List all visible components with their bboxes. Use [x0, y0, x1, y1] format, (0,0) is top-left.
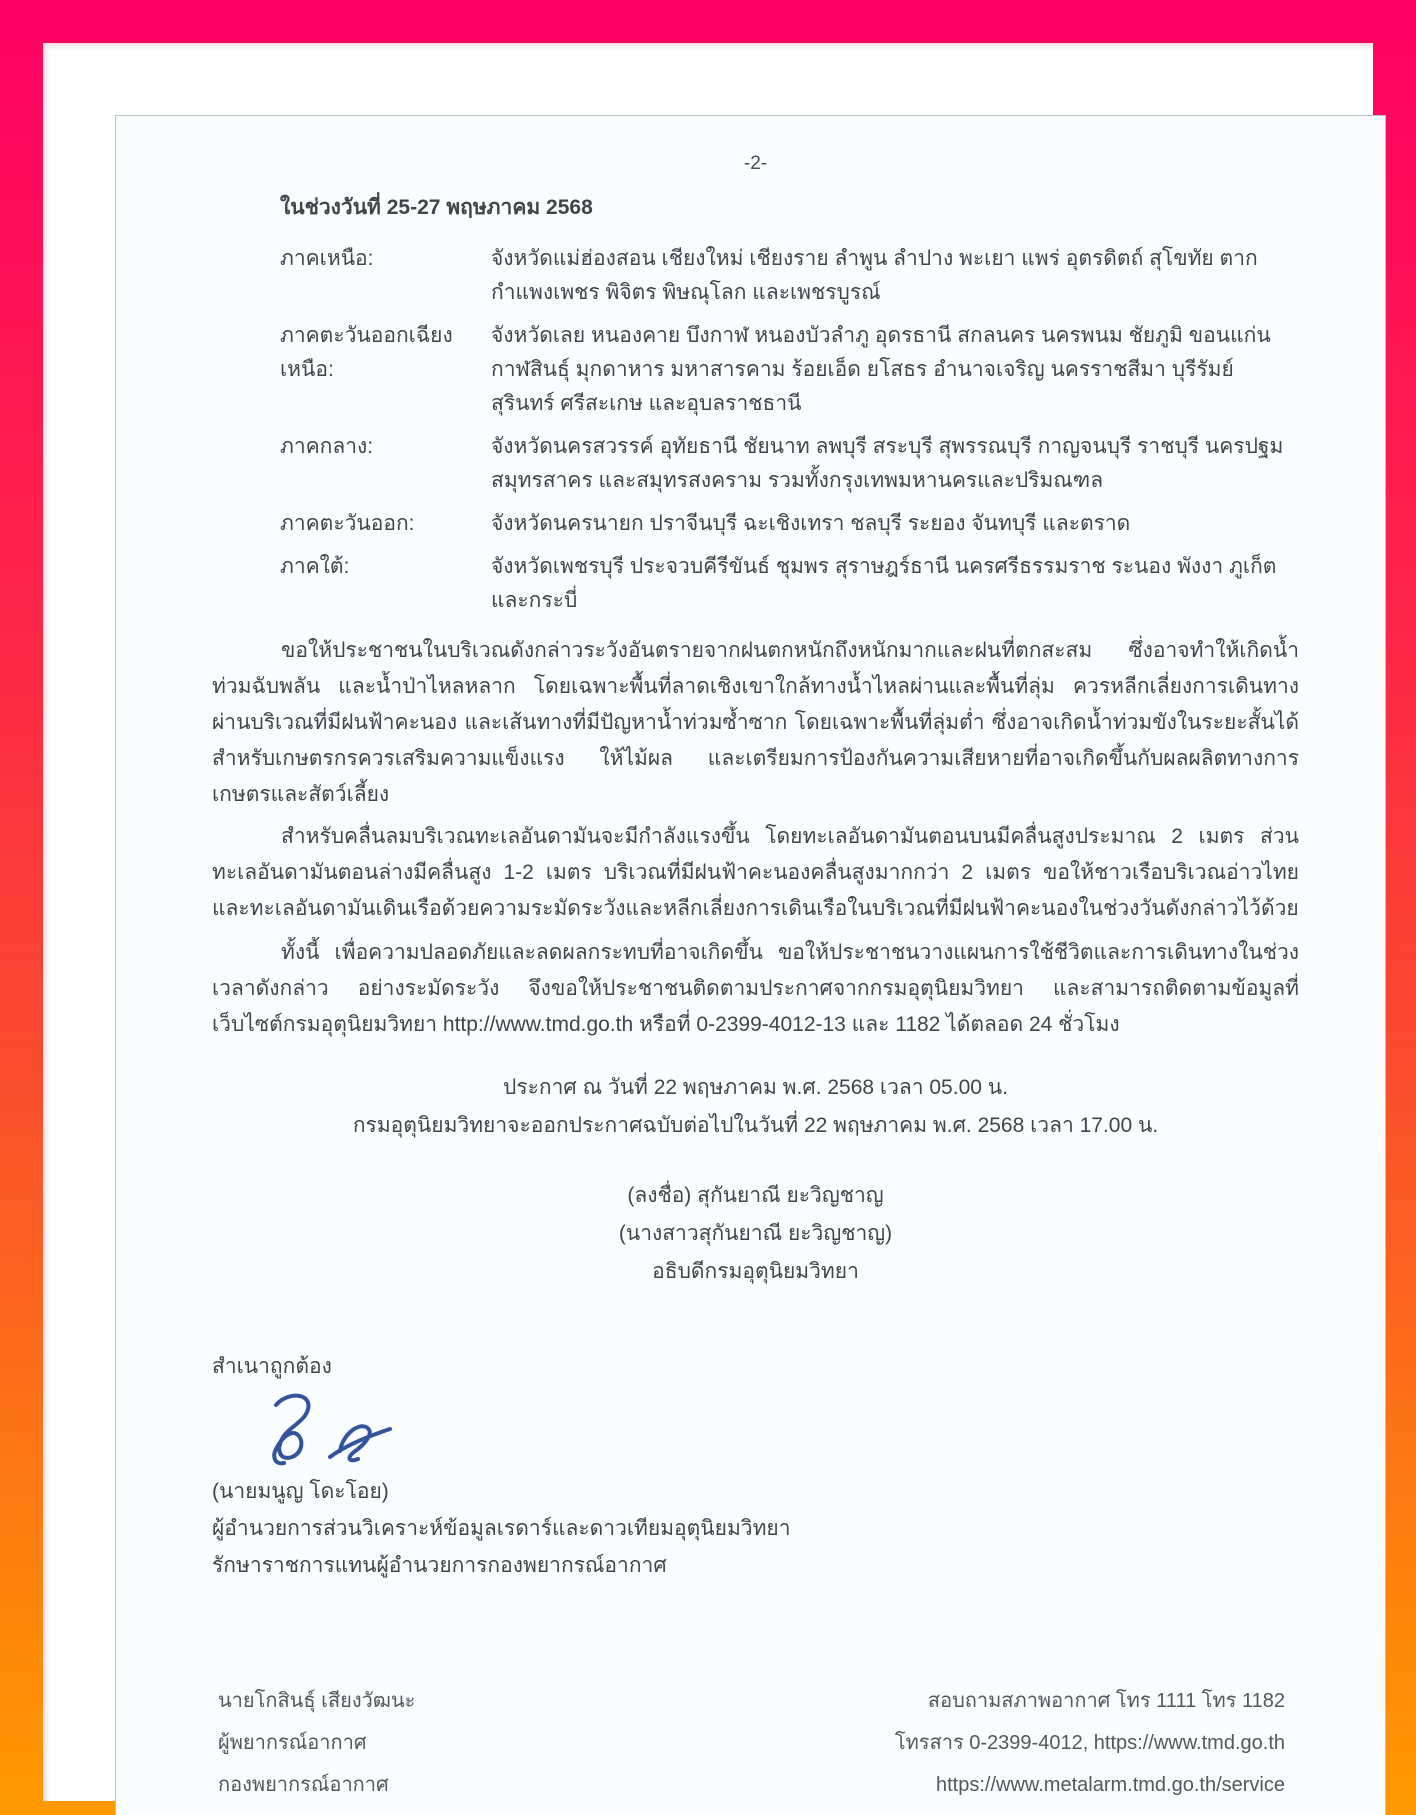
signer-title: อธิบดีกรมอุตุนิยมวิทยา: [652, 1260, 859, 1283]
certifier-title-2: รักษาราชการแทนผู้อำนวยการกองพยากรณ์อากาศ: [212, 1554, 667, 1577]
issued-at-line: ประกาศ ณ วันที่ 22 พฤษภาคม พ.ศ. 2568 เวลา 05.00 น.: [503, 1076, 1008, 1099]
certifier-name: (นายมนูญ โดะโอย): [212, 1480, 389, 1503]
page-footer: [212, 1680, 1299, 1806]
region-list: [212, 242, 1299, 618]
region-label: ภาคใต้:: [280, 555, 350, 578]
signer-name: (นางสาวสุกันยาณี ยะวิญชาญ): [618, 1222, 893, 1245]
footer-contact-block: [895, 1680, 1299, 1806]
region-provinces: จังหวัดเลย หนองคาย บึงกาฬ หนองบัวลำภู อุดรธานี สกลนคร นครพนม ชัยภูมิ ขอนแก่น กาฬสินธุ์ มุกดาหาร มหาสารคาม ร้อยเอ็ด ยโสธร อำนาจเจริญ นครราชสีมา บุรีรัมย์ สุรินทร์ ศรีสะเกษ และอุบลราชธานี: [491, 324, 1271, 415]
region-provinces: จังหวัดนครสวรรค์ อุทัยธานี ชัยนาท ลพบุรี สระบุรี สุพรรณบุรี กาญจนบุรี ราชบุรี นครปฐม สมุทรสาคร และสมุทรสงคราม รวมทั้งกรุงเทพมหานครและปริมณฑล: [491, 435, 1284, 492]
region-label: ภาคตะวันออกเฉียงเหนือ:: [280, 324, 453, 381]
handwritten-signature-icon: [242, 1389, 412, 1473]
region-row-northeast: [212, 319, 1299, 421]
warning-paragraph-advice: ทั้งนี้ เพื่อความปลอดภัยและลดผลกระทบที่อาจเกิดขึ้น ขอให้ประชาชนวางแผนการใช้ชีวิตและการเดินทางในช่วงเวลาดังกล่าว อย่างระมัดระวัง จึงขอให้ประชาชนติดตามประกาศจากกรมอุตุนิยมวิทยา และสามารถติดตามข้อมูลที่เว็บไซต์กรมอุตุนิยมวิทยา http://www.tmd.go.th หรือที่ 0-2399-4012-13 และ 1182 ได้ตลอด 24 ชั่วโมง: [212, 941, 1299, 1036]
announcement-dates: [212, 1069, 1299, 1145]
page-mat: [43, 43, 1373, 1801]
region-provinces: จังหวัดเพชรบุรี ประจวบคีรีขันธ์ ชุมพร สุราษฎร์ธานี นครศรีธรรมราช ระนอง พังงา ภูเก็ต และกระบี่: [491, 555, 1277, 612]
region-provinces: จังหวัดนครนายก ปราจีนบุรี ฉะเชิงเทรา ชลบุรี ระยอง จันทบุรี และตราด: [491, 512, 1131, 535]
warning-paragraph-sea: สำหรับคลื่นลมบริเวณทะเลอันดามันจะมีกำลังแรงขึ้น โดยทะเลอันดามันตอนบนมีคลื่นสูงประมาณ 2 เมตร ส่วนทะเลอันดามันตอนล่างมีคลื่นสูง 1-2 เมตร บริเวณที่มีฝนฟ้าคะนองคลื่นสูงมากกว่า 2 เมตร ขอให้ชาวเรือบริเวณอ่าวไทย และทะเลอันดามันเดินเรือด้วยความระมัดระวังและหลีกเลี่ยงการเดินเรือในบริเวณที่มีฝนฟ้าคะนองในช่วงวันดังกล่าวไว้ด้วย: [212, 825, 1299, 920]
warning-paragraph-flood: ขอให้ประชาชนในบริเวณดังกล่าวระวังอันตรายจากฝนตกหนักถึงหนักมากและฝนที่ตกสะสม ซึ่งอาจทำให้เกิดน้ำท่วมฉับพลัน และน้ำป่าไหลหลาก โดยเฉพาะพื้นที่ลาดเชิงเขาใกล้ทางน้ำไหลผ่านและพื้นที่ลุ่ม ควรหลีกเลี่ยงการเดินทางผ่านบริเวณที่มีฝนฟ้าคะนอง และเส้นทางที่มีปัญหาน้ำท่วมซ้ำซาก โดยเฉพาะพื้นที่ลุ่มต่ำ ซึ่งอาจเกิดน้ำท่วมขังในระยะสั้นได้ สำหรับเกษตรกรควรเสริมความแข็งแรง ให้ไม้ผล และเตรียมการป้องกันความเสียหายที่อาจเกิดขึ้นกับผลผลิตทางการเกษตรและสัตว์เลี้ยง: [212, 639, 1299, 806]
certified-copy-label: สำเนาถูกต้อง: [212, 1355, 332, 1378]
region-label: ภาคกลาง:: [280, 435, 374, 458]
page-number: -2-: [743, 153, 768, 174]
contact-phone-line: สอบถามสภาพอากาศ โทร 1111 โทร 1182: [927, 1690, 1285, 1712]
forecaster-title: ผู้พยากรณ์อากาศ: [218, 1732, 367, 1754]
contact-fax-website-line: โทรสาร 0-2399-4012, https://www.tmd.go.th: [894, 1732, 1285, 1754]
certifier-block: [212, 1473, 1299, 1584]
signature-area: [242, 1389, 1299, 1473]
forecaster-division: กองพยากรณ์อากาศ: [218, 1774, 389, 1796]
next-issue-line: กรมอุตุนิยมวิทยาจะออกประกาศฉบับต่อไปในวันที่ 22 พฤษภาคม พ.ศ. 2568 เวลา 17.00 น.: [352, 1114, 1159, 1137]
signed-line: (ลงชื่อ) สุกันยาณี ยะวิญชาญ: [627, 1184, 884, 1207]
region-row-south: [212, 550, 1299, 618]
document-body: [115, 115, 1386, 1815]
contact-metalarm-url: https://www.metalarm.tmd.go.th/service: [935, 1774, 1285, 1796]
region-provinces: จังหวัดแม่ฮ่องสอน เชียงใหม่ เชียงราย ลำพูน ลำปาง พะเยา แพร่ อุตรดิตถ์ สุโขทัย ตาก กำแพงเพชร พิจิตร พิษณุโลก และเพชรบูรณ์: [491, 247, 1258, 304]
forecaster-name: นายโกสินธุ์ เสียงวัฒนะ: [218, 1690, 416, 1712]
certifier-title-1: ผู้อำนวยการส่วนวิเคราะห์ข้อมูลเรดาร์และดาวเทียมอุตุนิยมวิทยา: [212, 1517, 791, 1540]
signer-block: [212, 1177, 1299, 1291]
date-range-heading: ในช่วงวันที่ 25-27 พฤษภาคม 2568: [280, 196, 593, 219]
footer-forecaster-block: [212, 1680, 415, 1806]
region-row-central: [212, 430, 1299, 498]
region-row-east: [212, 507, 1299, 541]
region-row-north: [212, 242, 1299, 310]
region-label: ภาคเหนือ:: [280, 247, 374, 270]
region-label: ภาคตะวันออก:: [280, 512, 415, 535]
